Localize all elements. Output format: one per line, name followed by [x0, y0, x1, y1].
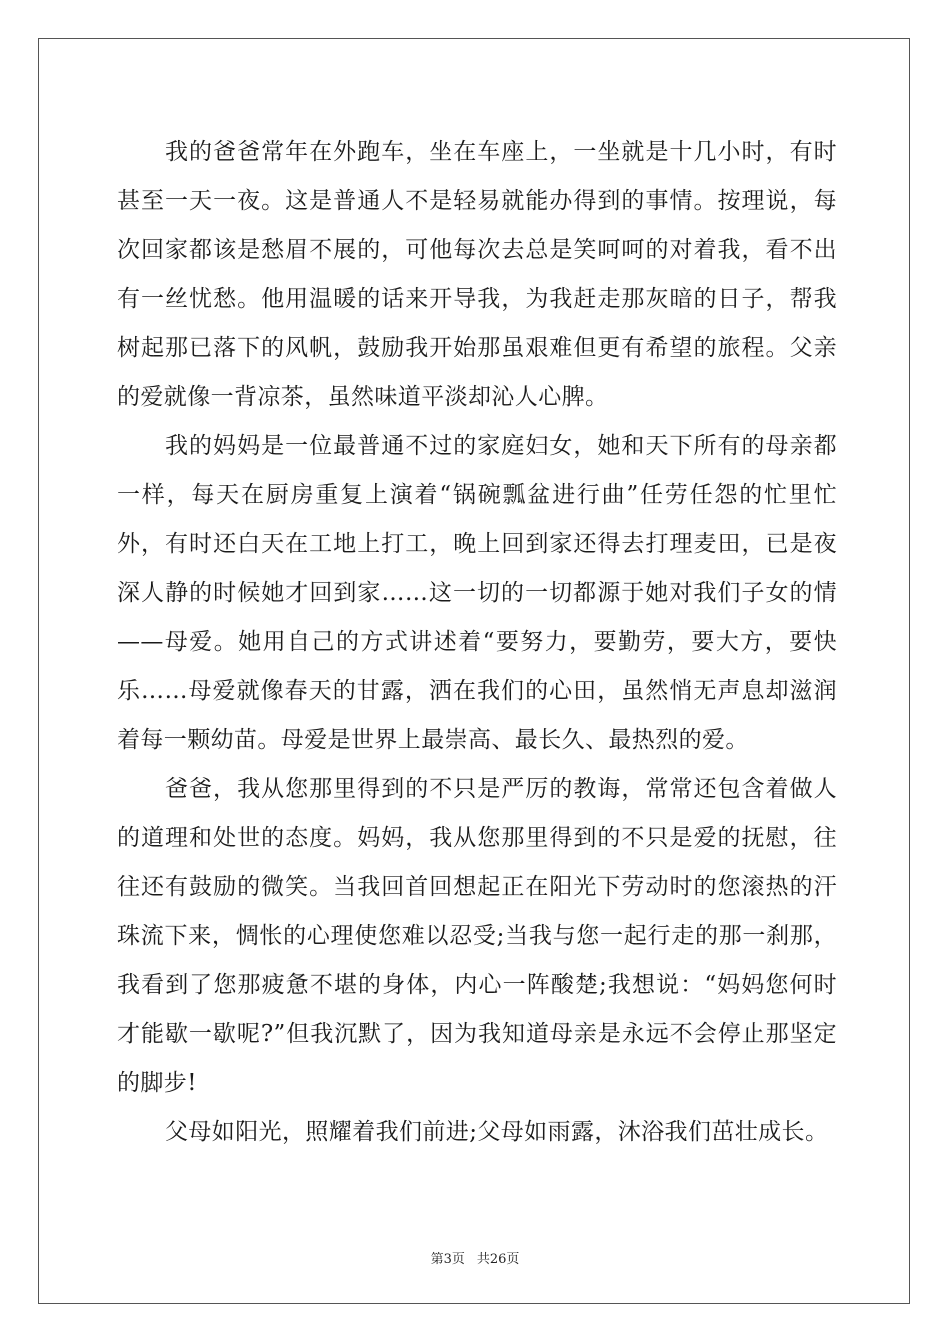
total-page-count: 共26页	[476, 1252, 520, 1267]
paragraph-father: 我的爸爸常年在外跑车，坐在车座上，一坐就是十几小时，有时甚至一天一夜。这是普通人不是轻易就能办得到的事情。按理说，每次回家都该是愁眉不展的，可他每次去总是笑呵呵的对着我，看不出有一丝忧愁。他用温暖的话来开导我，为我赶走那灰暗的日子，帮我树起那已落下的风帆，鼓励我开始那虽艰难但更有希望的旅程。父亲的爱就像一背凉茶，虽然味道平淡却沁人心脾。	[117, 139, 837, 410]
page-footer	[0, 1248, 950, 1267]
paragraph-gratitude: 爸爸，我从您那里得到的不只是严厉的教诲，常常还包含着做人的道理和处世的态度。妈妈，我从您那里得到的不只是爱的抚慰，往往还有鼓励的微笑。当我回首回想起正在阳光下劳动时的您滚热的汗珠流下来，惆怅的心理使您难以忍受;当我与您一起行走的那一刹那，我看到了您那疲惫不堪的身体，内心一阵酸楚;我想说：“妈妈您何时才能歇一歇呢?”但我沉默了，因为我知道母亲是永远不会停止那坚定的脚步!	[117, 776, 837, 1096]
current-page-number: 第3页	[430, 1252, 465, 1267]
paragraph-mother: 我的妈妈是一位最普通不过的家庭妇女，她和天下所有的母亲都一样，每天在厨房重复上演着“锅碗瓢盆进行曲”任劳任怨的忙里忙外，有时还白天在工地上打工，晚上回到家还得去打理麦田，已是夜深人静的时候她才回到家……这一切的一切都源于她对我们子女的情——母爱。她用自己的方式讲述着“要努力，要勤劳，要大方，要快乐……母爱就像春天的甘露，洒在我们的心田，虽然悄无声息却滋润着每一颗幼苗。母爱是世界上最崇高、最长久、最热烈的爱。	[117, 433, 837, 753]
paragraph-conclusion: 父母如阳光，照耀着我们前进;父母如雨露，沐浴我们茁壮成长。	[165, 1119, 829, 1145]
document-body	[117, 128, 837, 1157]
